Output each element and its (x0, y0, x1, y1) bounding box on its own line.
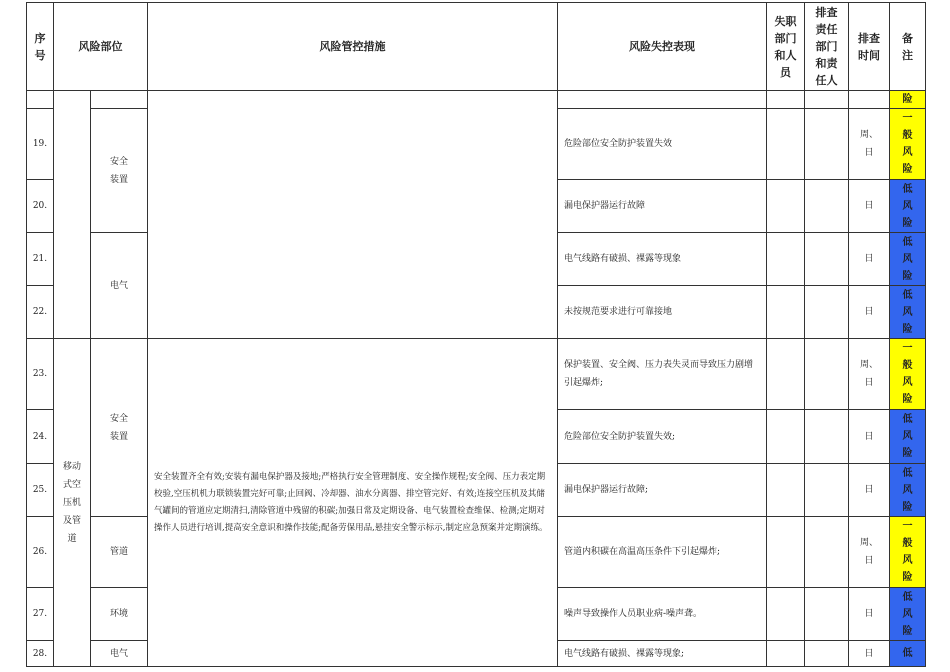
row-seq: 25. (27, 464, 54, 517)
measures-text: 安全装置齐全有效;安装有漏电保护器及接地;严格执行安全管理制度、安全操作规程;安全阀、压力表定期校验,空压机机力联锁装置完好可靠;止回阀、冷却器、油水分离器、排空管完好、有效;连接空压机及其储气罐间的管道应定期清扫,清除管道中残留的积碳;加强日常及定期设备、电气装置检查维保、检测;定期对操作人员进行培训,提高安全意识和操作技能;配备劳保用品,悬挂安全警示标示,制定应急预案并定期演练。 (148, 339, 558, 667)
row-time: 周、日 (849, 339, 890, 410)
header-manifestation: 风险失控表现 (558, 3, 767, 91)
row-time: 周、日 (849, 109, 890, 180)
sub-location: 安全装置 (91, 109, 148, 233)
row-seq: 26. (27, 517, 54, 588)
risk-badge: 一般风险 (890, 339, 926, 410)
table-row (27, 339, 926, 410)
header-seq: 序号 (27, 3, 54, 91)
row-manifestation: 漏电保护器运行故障; (558, 464, 767, 517)
row-seq: 28. (27, 641, 54, 667)
row-time: 日 (849, 286, 890, 339)
row-manifestation: 危险部位安全防护装置失效; (558, 410, 767, 464)
header-measures: 风险管控措施 (148, 3, 558, 91)
sub-location: 安全装置 (91, 339, 148, 517)
row-manifestation: 噪声导致操作人员职业病-噪声聋。 (558, 588, 767, 641)
risk-table (26, 2, 926, 667)
row-time: 日 (849, 180, 890, 233)
header-dept: 失职部门和人员 (767, 3, 805, 91)
row-manifestation: 管道内积碳在高温高压条件下引起爆炸; (558, 517, 767, 588)
risk-badge: 低风险 (890, 180, 926, 233)
sub-location: 电气 (91, 641, 148, 667)
header-inspect-dept: 排查责任部门和责任人 (805, 3, 849, 91)
row-seq: 27. (27, 588, 54, 641)
risk-badge: 低 (890, 641, 926, 667)
measures-cell-empty (148, 91, 558, 339)
header-remark: 备注 (890, 3, 926, 91)
row-manifestation: 未按规范要求进行可靠接地 (558, 286, 767, 339)
row-time: 日 (849, 588, 890, 641)
risk-badge: 低风险 (890, 233, 926, 286)
row-manifestation: 电气线路有破损、裸露等现象 (558, 233, 767, 286)
header-location: 风险部位 (54, 3, 148, 91)
row-seq: 23. (27, 339, 54, 410)
row-seq: 24. (27, 410, 54, 464)
row-time: 日 (849, 464, 890, 517)
sub-location: 管道 (91, 517, 148, 588)
header-inspect-time: 排查时间 (849, 3, 890, 91)
row-seq: 21. (27, 233, 54, 286)
group-location: 移动式空压机及管道 (54, 339, 91, 667)
risk-badge: 一般风险 (890, 109, 926, 180)
row-manifestation: 漏电保护器运行故障 (558, 180, 767, 233)
risk-badge: 低风险 (890, 410, 926, 464)
sub-location: 电气 (91, 233, 148, 339)
row-manifestation: 危险部位安全防护装置失效 (558, 109, 767, 180)
row-time: 日 (849, 410, 890, 464)
row-time: 日 (849, 641, 890, 667)
risk-badge: 低风险 (890, 464, 926, 517)
row-seq: 22. (27, 286, 54, 339)
header-row (27, 3, 926, 91)
risk-badge: 一般风险 (890, 517, 926, 588)
row-time: 周、日 (849, 517, 890, 588)
row-seq: 19. (27, 109, 54, 180)
risk-badge: 险 (890, 91, 926, 109)
risk-badge: 低风险 (890, 588, 926, 641)
risk-badge: 低风险 (890, 286, 926, 339)
row-seq: 20. (27, 180, 54, 233)
table-row (27, 91, 926, 109)
row-time: 日 (849, 233, 890, 286)
sub-location: 环境 (91, 588, 148, 641)
row-manifestation: 保护装置、安全阀、压力表失灵而导致压力剧增引起爆炸; (558, 339, 767, 410)
row-manifestation: 电气线路有破损、裸露等现象; (558, 641, 767, 667)
